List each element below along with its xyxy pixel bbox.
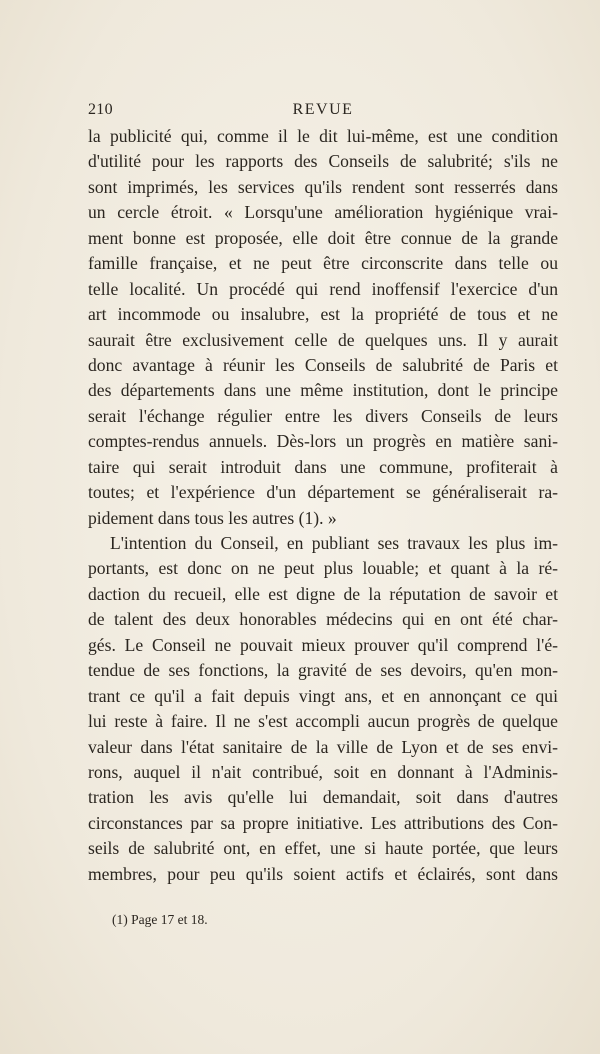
text-line: pidement dans tous les autres (1). » — [88, 507, 337, 528]
text-line: d'utilité pour les rapports des Conseils de salubrité; s'ils ne — [88, 151, 558, 172]
text-line: art incommode ou insalubre, est la propriété de tous et ne — [88, 304, 558, 325]
text-line: lui reste à faire. Il ne s'est accompli aucun progrès de quelque — [88, 711, 558, 732]
text-line: L'intention du Conseil, en publiant ses travaux les plus im- — [110, 533, 558, 553]
text-line: saurait être exclusivement celle de quelques uns. Il y aurait — [88, 329, 558, 350]
body-text — [88, 124, 558, 887]
text-line: membres, pour peu qu'ils soient actifs et éclairés, sont dans — [88, 863, 558, 884]
text-line: seils de salubrité ont, en effet, une si haute portée, que leurs — [88, 838, 558, 859]
text-line: circonstances par sa propre initiative. Les attributions des Con- — [88, 812, 558, 833]
text-line: famille française, et ne peut être circonscrite dans telle ou — [88, 253, 558, 274]
text-line: taire qui serait introduit dans une commune, profiterait à — [88, 456, 558, 477]
text-line: portants, est donc on ne peut plus louable; et quant à la ré- — [88, 558, 558, 579]
page-number: 210 — [88, 101, 113, 118]
running-head — [88, 101, 558, 123]
text-line: toutes; et l'expérience d'un département se généraliserait ra- — [88, 482, 558, 503]
text-line: rons, auquel il n'ait contribué, soit en donnant à l'Adminis- — [88, 761, 558, 782]
text-line: serait l'échange régulier entre les divers Conseils de leurs — [88, 405, 558, 426]
text-line: tendue de ses fonctions, la gravité de ses devoirs, qu'en mon- — [88, 660, 558, 681]
text-line: tration les avis qu'elle lui demandait, soit dans d'autres — [88, 787, 558, 808]
text-line: daction du recueil, elle est digne de la réputation de savoir et — [88, 583, 558, 604]
text-line: des départements dans une même institution, dont le principe — [88, 380, 558, 401]
text-line: sont imprimés, les services qu'ils rendent sont resserrés dans — [88, 176, 558, 197]
text-line: valeur dans l'état sanitaire de la ville de Lyon et de ses envi- — [88, 736, 558, 757]
section-title: REVUE — [292, 101, 354, 118]
text-line: trant ce qu'il a fait depuis vingt ans, et en annonçant ce qui — [88, 685, 558, 706]
text-line: ment bonne est proposée, elle doit être connue de la grande — [88, 227, 558, 248]
text-line: comptes-rendus annuels. Dès-lors un progrès en matière sani- — [88, 431, 558, 452]
text-line: donc avantage à réunir les Conseils de salubrité de Paris et — [88, 354, 558, 375]
text-line: gés. Le Conseil ne pouvait mieux prouver qu'il comprend l'é- — [88, 634, 558, 655]
text-line: la publicité qui, comme il le dit lui-même, est une condition — [88, 126, 558, 146]
text-line: un cercle étroit. « Lorsqu'une amélioration hygiénique vrai- — [88, 202, 558, 223]
text-line: telle localité. Un procédé qui rend inoffensif l'exercice d'un — [88, 278, 558, 299]
text-line: de talent des deux honorables médecins qui en ont été char- — [88, 609, 558, 630]
footnote: (1) Page 17 et 18. — [112, 912, 208, 927]
